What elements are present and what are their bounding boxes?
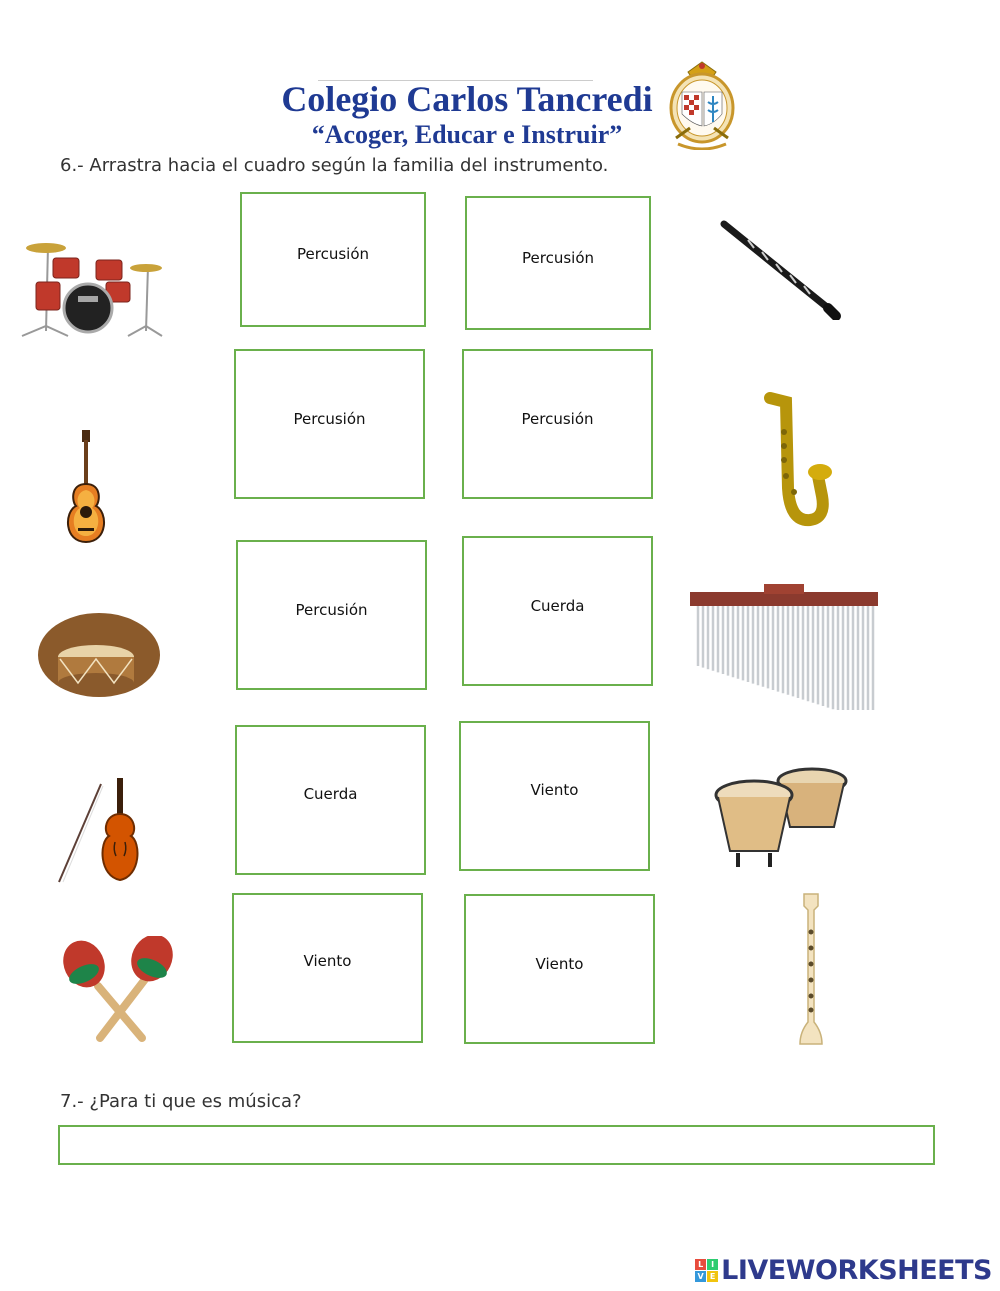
drum-kit-icon[interactable] [18,236,163,344]
question-7-prompt: 7.- ¿Para ti que es música? [60,1091,302,1112]
drop-box-10[interactable] [464,894,655,1044]
drop-box-label: Percusión [297,245,369,263]
liveworksheets-brand[interactable] [695,1252,992,1288]
logo-tile: L [695,1259,706,1270]
drop-box-label: Cuerda [530,597,585,615]
acoustic-guitar-icon[interactable] [60,428,112,545]
drop-box-label: Percusión [522,249,594,267]
question-6-prompt: 6.- Arrastra hacia el cuadro según la familia del instrumento. [60,155,609,176]
drop-box-7[interactable] [235,725,426,875]
drop-box-label: Cuerda [303,785,358,803]
drop-box-label: Viento [535,955,584,973]
recorder-icon[interactable] [792,892,830,1048]
logo-tile: V [695,1271,706,1282]
violin-icon[interactable] [53,776,153,886]
school-crest-icon [668,58,736,150]
drop-box-9[interactable] [232,893,423,1043]
drop-box-2[interactable] [465,196,651,330]
liveworksheets-logo-icon [695,1259,718,1282]
drop-box-4[interactable] [462,349,653,499]
question-7-answer-input[interactable] [58,1125,935,1165]
drop-box-1[interactable] [240,192,426,327]
saxophone-icon[interactable] [756,392,836,532]
bar-chimes-icon[interactable] [688,582,880,710]
drop-box-8[interactable] [459,721,650,871]
liveworksheets-wordmark: LIVEWORKSHEETS [721,1254,992,1286]
logo-tile: E [707,1271,718,1282]
drop-box-label: Viento [530,781,579,799]
drop-box-label: Viento [303,952,352,970]
drop-box-5[interactable] [236,540,427,690]
drop-box-3[interactable] [234,349,425,499]
bass-drum-icon[interactable] [38,613,161,698]
oboe-icon[interactable] [718,220,842,320]
school-title: Colegio Carlos Tancredi [281,79,653,119]
school-motto: “Acoger, Educar e Instruir” [311,120,623,149]
drop-box-label: Percusión [293,410,366,428]
drop-box-label: Percusión [295,601,368,619]
drop-box-label: Percusión [521,410,594,428]
drop-box-6[interactable] [462,536,653,686]
bongos-icon[interactable] [712,765,852,870]
logo-tile: I [707,1259,718,1270]
maracas-icon[interactable] [60,936,178,1044]
